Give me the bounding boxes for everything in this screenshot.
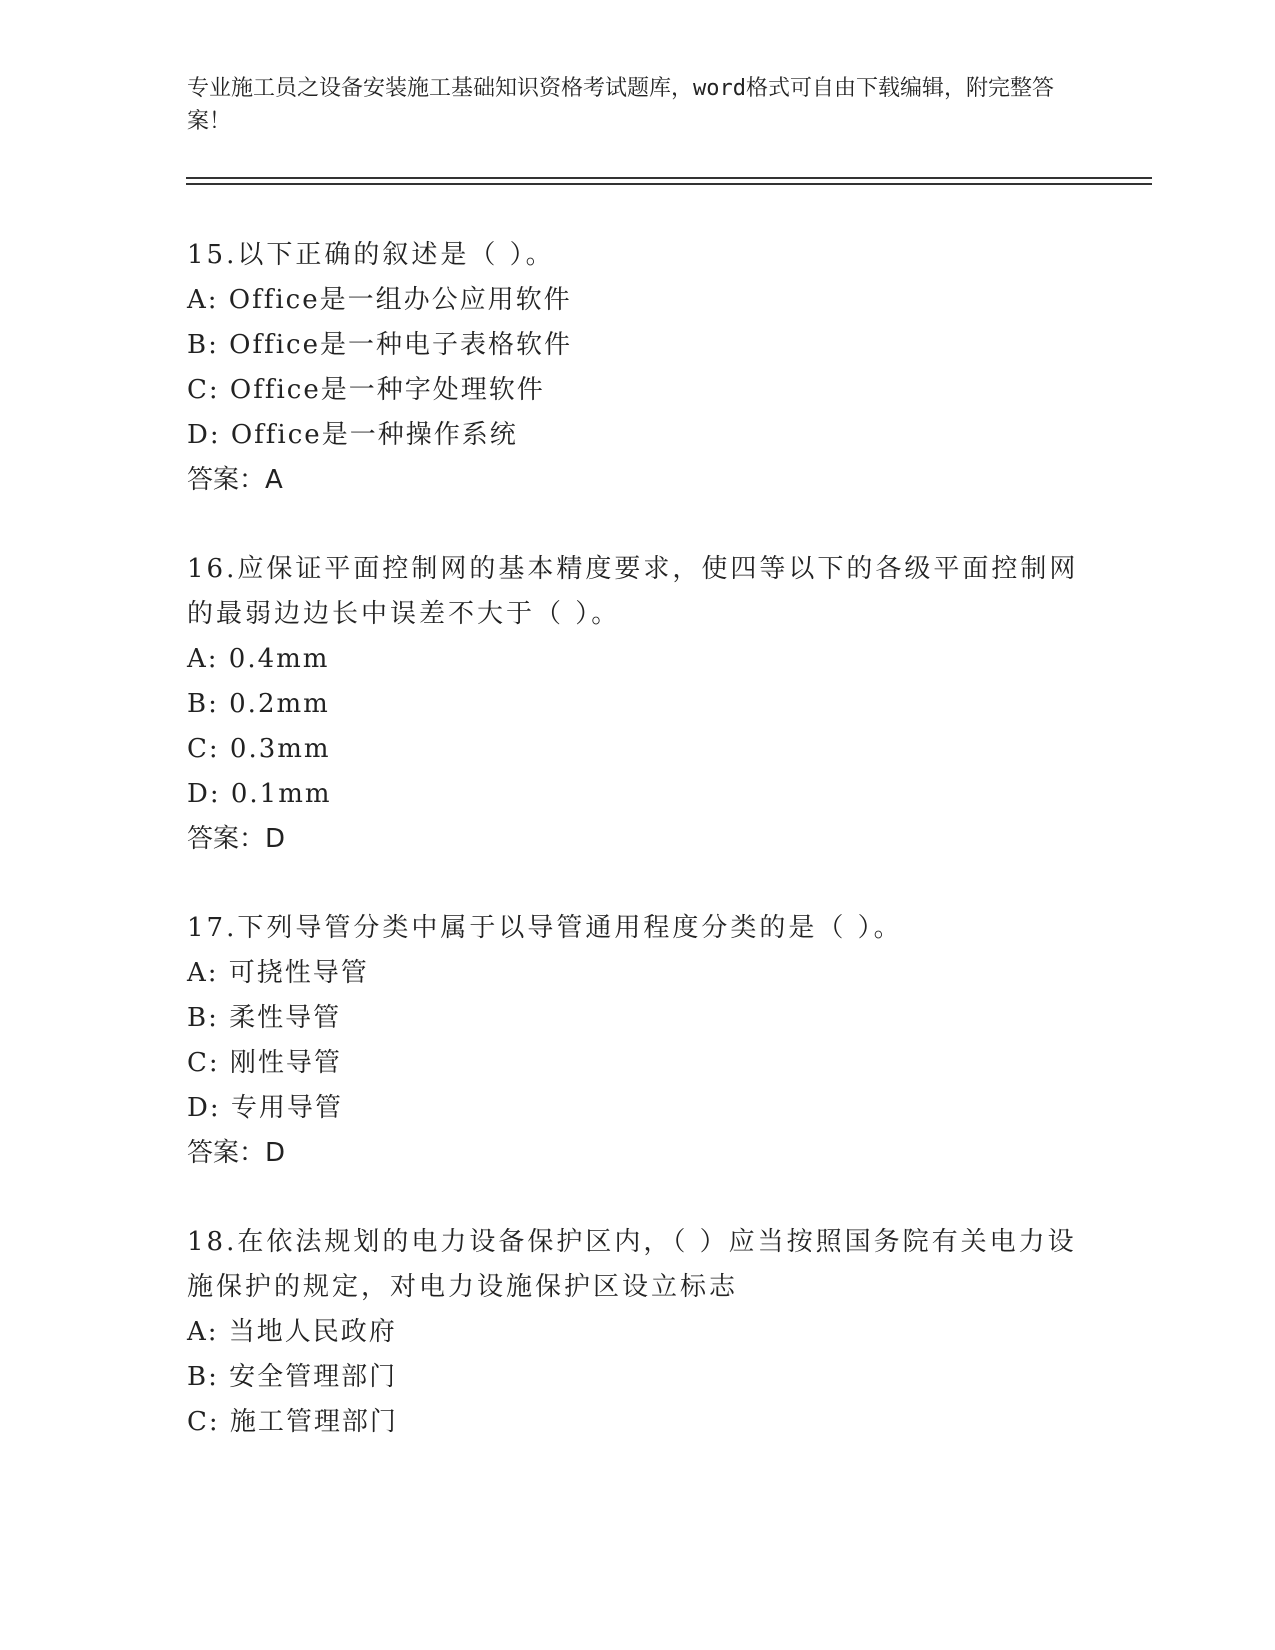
option-c: C: Office是一种字处理软件 [187, 375, 545, 405]
question-16 [187, 547, 1087, 862]
option-c: C: 0.3mm [187, 734, 331, 764]
option-d: D: 0.1mm [187, 779, 332, 809]
option-b: B: 安全管理部门 [187, 1362, 398, 1392]
header-divider-top [186, 177, 1152, 179]
option-d: D: Office是一种操作系统 [187, 420, 518, 450]
question-stem: 17.下列导管分类中属于以导管通用程度分类的是（ ）。 [187, 913, 903, 943]
document-header: 专业施工员之设备安装施工基础知识资格考试题库，word格式可自由下载编辑，附完整答案！ [187, 76, 1054, 134]
option-a: A: 0.4mm [187, 644, 330, 674]
question-stem: 16.应保证平面控制网的基本精度要求，使四等以下的各级平面控制网的最弱边边长中误差不大于（ ）。 [187, 554, 1079, 629]
option-c: C: 刚性导管 [187, 1048, 342, 1078]
option-d: D: 专用导管 [187, 1093, 343, 1123]
option-a: A: Office是一组办公应用软件 [187, 285, 572, 315]
question-17 [187, 906, 1087, 1176]
question-stem: 18.在依法规划的电力设备保护区内，（ ）应当按照国务院有关电力设施保护的规定，对电力设施保护区设立标志 [187, 1227, 1077, 1302]
option-b: B: Office是一种电子表格软件 [187, 330, 572, 360]
question-15 [187, 233, 1087, 503]
answer-line: 答案：D [187, 824, 286, 854]
option-c: C: 施工管理部门 [187, 1407, 398, 1437]
answer-line: 答案：A [187, 465, 283, 495]
header-divider-bottom [186, 183, 1152, 185]
option-a: A: 可挠性导管 [187, 958, 369, 988]
question-stem: 15.以下正确的叙述是（ ）。 [187, 240, 555, 270]
option-a: A: 当地人民政府 [187, 1317, 397, 1347]
question-18 [187, 1220, 1087, 1445]
question-list [187, 233, 1087, 1489]
option-b: B: 柔性导管 [187, 1003, 342, 1033]
option-b: B: 0.2mm [187, 689, 330, 719]
answer-line: 答案：D [187, 1138, 286, 1168]
